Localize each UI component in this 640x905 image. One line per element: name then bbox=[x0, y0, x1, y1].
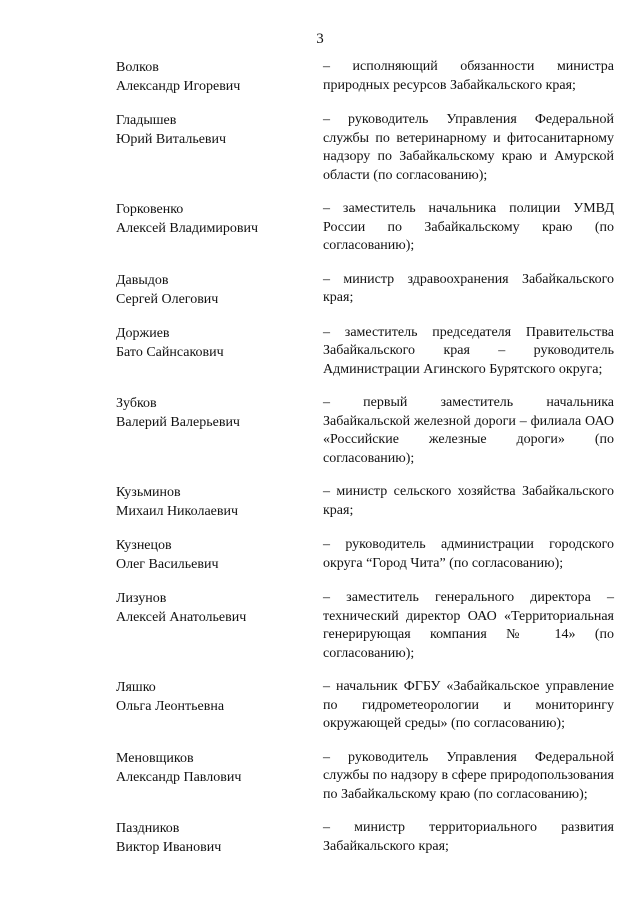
member-entry bbox=[116, 483, 614, 521]
member-role: – начальник ФГБУ «Забайкальское управление по гидрометеорологии и мониторингу окружающей среды» (по согласованию); bbox=[323, 679, 614, 731]
member-surname: Доржиев bbox=[116, 325, 170, 341]
member-surname: Кузнецов bbox=[116, 538, 172, 553]
member-surname: Лизунов bbox=[116, 591, 167, 606]
member-given-names: Алексей Владимирович bbox=[116, 221, 259, 236]
member-name bbox=[116, 271, 323, 309]
member-given-names: Бато Сайнсакович bbox=[116, 344, 224, 360]
member-surname: Волков bbox=[116, 60, 159, 75]
member-entry bbox=[116, 749, 614, 805]
member-name bbox=[116, 111, 323, 149]
member-given-names: Сергей Олегович bbox=[116, 291, 219, 307]
member-entry bbox=[116, 819, 614, 857]
members-list bbox=[116, 58, 614, 872]
member-name bbox=[116, 678, 323, 716]
member-given-names: Виктор Иванович bbox=[116, 840, 222, 855]
member-entry bbox=[116, 324, 614, 380]
member-given-names: Александр Павлович bbox=[116, 769, 242, 785]
member-given-names: Александр Игоревич bbox=[116, 79, 241, 94]
member-role: – заместитель председателя Правительства Забайкальского края – руководитель Администрации Агинского Бурятского округа; bbox=[323, 324, 614, 377]
member-given-names: Олег Васильевич bbox=[116, 557, 219, 572]
member-surname: Горковенко bbox=[116, 202, 184, 217]
member-entry bbox=[116, 536, 614, 574]
member-role: – исполняющий обязанности министра природных ресурсов Забайкальского края; bbox=[323, 59, 614, 93]
member-role: – первый заместитель начальника Забайкальской железной дороги – филиала ОАО «Российские железные дороги» (по согласованию); bbox=[323, 395, 614, 466]
member-role: – министр территориального развития Забайкальского края; bbox=[323, 820, 614, 854]
member-name bbox=[116, 200, 323, 238]
member-role: – руководитель администрации городского округа “Город Чита” (по согласованию); bbox=[323, 537, 614, 571]
member-given-names: Ольга Леонтьевна bbox=[116, 699, 225, 714]
member-entry bbox=[116, 271, 614, 309]
member-role: – заместитель начальника полиции УМВД России по Забайкальскому краю (по согласованию); bbox=[323, 201, 614, 253]
member-entry bbox=[116, 678, 614, 734]
member-surname: Зубков bbox=[116, 396, 157, 411]
member-name bbox=[116, 749, 323, 787]
member-role: – руководитель Управления Федеральной службы по ветеринарному и фитосанитарному надзору по Забайкальскому краю и Амурской области (по согласованию); bbox=[323, 112, 614, 183]
member-role: – заместитель генерального директора – технический директор ОАО «Территориальная генерирующая компания № 14» (по согласованию); bbox=[323, 590, 614, 661]
member-entry bbox=[116, 589, 614, 663]
member-entry bbox=[116, 200, 614, 256]
page-number: 3 bbox=[316, 31, 324, 47]
member-surname: Гладышев bbox=[116, 113, 177, 128]
member-entry bbox=[116, 111, 614, 185]
member-given-names: Алексей Анатольевич bbox=[116, 610, 247, 625]
member-name bbox=[116, 536, 323, 574]
member-name bbox=[116, 394, 323, 432]
member-surname: Кузьминов bbox=[116, 485, 181, 500]
member-entry bbox=[116, 394, 614, 468]
member-surname: Меновщиков bbox=[116, 750, 194, 766]
member-given-names: Михаил Николаевич bbox=[116, 504, 239, 519]
member-role: – руководитель Управления Федеральной службы по надзору в сфере природопользования по Забайкальскому краю (по согласованию); bbox=[323, 749, 614, 802]
member-role: – министр здравоохранения Забайкальского края; bbox=[323, 271, 614, 305]
member-name bbox=[116, 483, 323, 521]
member-given-names: Валерий Валерьевич bbox=[116, 415, 240, 430]
member-surname: Давыдов bbox=[116, 272, 169, 288]
member-name bbox=[116, 324, 323, 362]
member-surname: Ляшко bbox=[116, 680, 156, 695]
member-name bbox=[116, 589, 323, 627]
member-entry bbox=[116, 58, 614, 96]
member-name bbox=[116, 819, 323, 857]
member-given-names: Юрий Витальевич bbox=[116, 132, 227, 147]
member-role: – министр сельского хозяйства Забайкальского края; bbox=[323, 484, 614, 518]
member-surname: Паздников bbox=[116, 821, 180, 836]
member-name bbox=[116, 58, 323, 96]
